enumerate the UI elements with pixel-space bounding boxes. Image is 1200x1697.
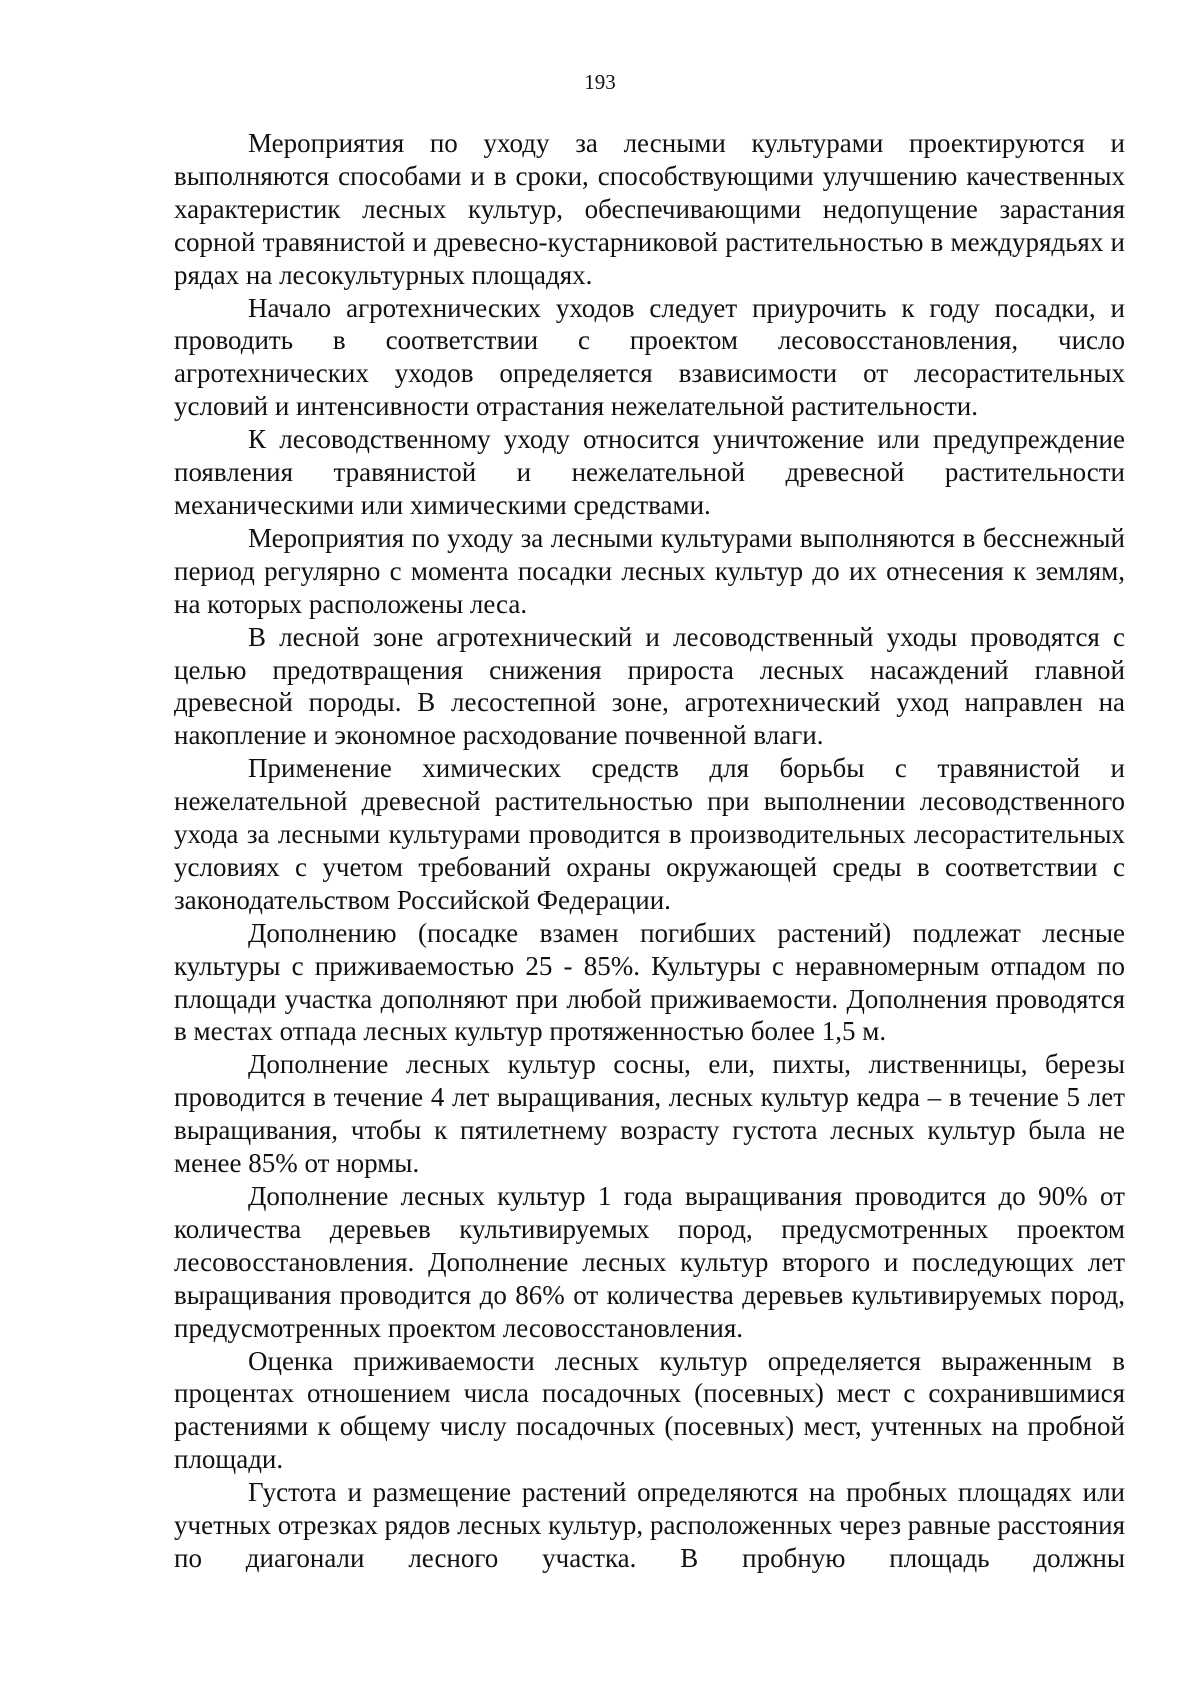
paragraph-9: Дополнение лесных культур 1 года выращивания проводится до 90% от количества деревьев культивируемых пород, предусмотренных проектом лесовосстановления. Дополнение лесных культур второго и последующих лет выращивания проводится до 86% от количества деревьев культивируемых пород, предусмотренных проектом лесовосстановления. [174,1181,1125,1343]
paragraph-11: Густота и размещение растений определяются на пробных площадях или учетных отрезках рядов лесных культур, расположенных через равные расстояния по диагонали лесного участка. В пробную площадь должны [174,1477,1125,1573]
paragraph-4: Мероприятия по уходу за лесными культурами выполняются в бесснежный период регулярно с момента посадки лесных культур до их отнесения к землям, на которых расположены леса. [174,522,1125,619]
paragraph-6: Применение химических средств для борьбы с травянистой и нежелательной древесной растительностью при выполнении лесоводственного ухода за лесными культурами проводится в производительных лесорастительных условиях с учетом требований охраны окружающей среды в соответствии с законодательством Российской Федерации. [174,753,1125,915]
paragraph-10: Оценка приживаемости лесных культур определяется выраженным в процентах отношением числа посадочных (посевных) мест с сохранившимися растениями к общему числу посадочных (посевных) мест, учтенных на пробной площади. [174,1345,1125,1475]
paragraph-2: Начало агротехнических уходов следует приурочить к году посадки, и проводить в соответствии с проектом лесовосстановления, число агротехнических уходов определяется взависимости от лесорастительных условий и интенсивности отрастания нежелательной растительности. [174,292,1125,422]
paragraph-3: К лесоводственному уходу относится уничтожение или предупреждение появления травянистой и нежелательной древесной растительности механическими или химическими средствами. [174,424,1125,520]
paragraph-7: Дополнению (посадке взамен погибших растений) подлежат лесные культуры с приживаемостью 25 - 85%. Культуры с неравномерным отпадом по площади участка дополняют при любой приживаемости. Дополнения проводятся в местах отпада лесных культур протяженностью более 1,5 м. [174,917,1125,1047]
page-number: 193 [584,70,616,94]
body-text [174,127,1125,1575]
paragraph-5: В лесной зоне агротехнический и лесоводственный уходы проводятся с целью предотвращения снижения прироста лесных насаждений главной древесной породы. В лесостепной зоне, агротехнический уход направлен на накопление и экономное расходование почвенной влаги. [174,621,1125,751]
paragraph-8: Дополнение лесных культур сосны, ели, пихты, лиственницы, березы проводится в течение 4 лет выращивания, лесных культур кедра – в течение 5 лет выращивания, чтобы к пятилетнему возрасту густота лесных культур была не менее 85% от нормы. [174,1049,1125,1179]
paragraph-1: Мероприятия по уходу за лесными культурами проектируются и выполняются способами и в сроки, способствующими улучшению качественных характеристик лесных культур, обеспечивающими недопущение зарастания сорной травянистой и древесно-кустарниковой растительностью в междурядьях и рядах на лесокультурных площадях. [174,128,1125,290]
